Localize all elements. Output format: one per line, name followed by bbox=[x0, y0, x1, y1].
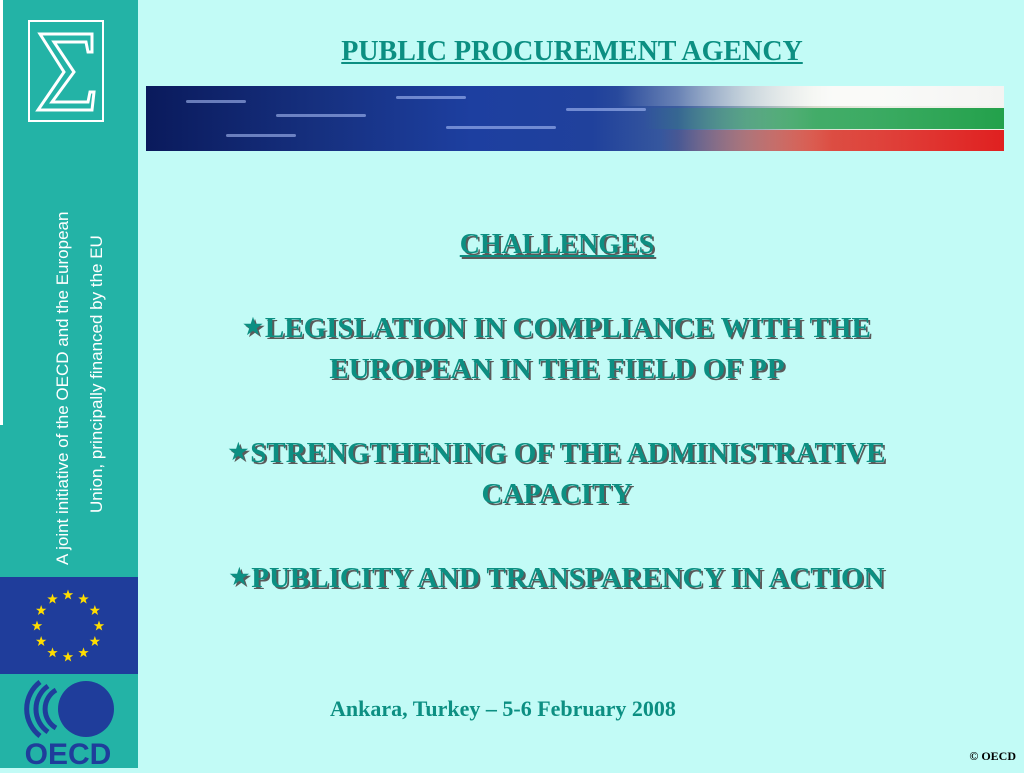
oecd-logo bbox=[0, 674, 138, 768]
challenge-item-text: PUBLICITY AND TRANSPARENCY IN ACTION bbox=[251, 562, 885, 594]
initiative-text bbox=[12, 135, 128, 575]
flag-banner-image bbox=[146, 86, 1004, 151]
eu-star-icon bbox=[36, 605, 46, 615]
eu-star-icon bbox=[94, 621, 104, 631]
sigma-icon bbox=[30, 22, 102, 120]
challenge-item-text: LEGISLATION IN COMPLIANCE WITH THE EUROPEAN IN THE FIELD OF PP bbox=[264, 312, 871, 385]
challenge-item bbox=[170, 306, 944, 390]
sidebar-edge-line bbox=[0, 0, 3, 425]
eu-star-icon bbox=[36, 636, 46, 646]
challenges-heading: CHALLENGES bbox=[459, 229, 655, 260]
footer-location: Ankara, Turkey – 5-6 February 2008 bbox=[330, 696, 676, 721]
copyright-text: © OECD bbox=[969, 749, 1016, 763]
eu-star-icon bbox=[63, 590, 73, 600]
agency-title: PUBLIC PROCUREMENT AGENCY bbox=[341, 36, 803, 67]
initiative-line-1: A joint initiative of the OECD and the European bbox=[53, 211, 72, 565]
oecd-logo-text: OECD bbox=[24, 738, 112, 768]
challenge-item bbox=[170, 556, 944, 599]
eu-star-icon bbox=[90, 605, 100, 615]
eu-flag-logo bbox=[0, 577, 138, 674]
eu-star-icon bbox=[47, 647, 57, 657]
eu-star-icon bbox=[32, 621, 42, 631]
challenge-item bbox=[170, 431, 944, 515]
challenge-item-text: STRENGTHENING OF THE ADMINISTRATIVE CAPACITY bbox=[250, 437, 886, 510]
initiative-line-2: Union, principally financed by the EU bbox=[87, 235, 106, 513]
eu-star-icon bbox=[47, 594, 57, 604]
sidebar bbox=[0, 0, 138, 768]
eu-star-icon bbox=[78, 594, 88, 604]
eu-star-icon bbox=[90, 636, 100, 646]
challenges-content bbox=[170, 224, 944, 599]
star-icon: ★ bbox=[229, 564, 250, 589]
eu-star-icon bbox=[78, 647, 88, 657]
star-icon: ★ bbox=[243, 314, 263, 339]
star-icon: ★ bbox=[228, 439, 249, 464]
sigma-logo bbox=[28, 20, 104, 122]
eu-stars-icon bbox=[0, 577, 138, 674]
eu-star-icon bbox=[63, 652, 73, 662]
oecd-emblem-icon bbox=[27, 681, 114, 737]
